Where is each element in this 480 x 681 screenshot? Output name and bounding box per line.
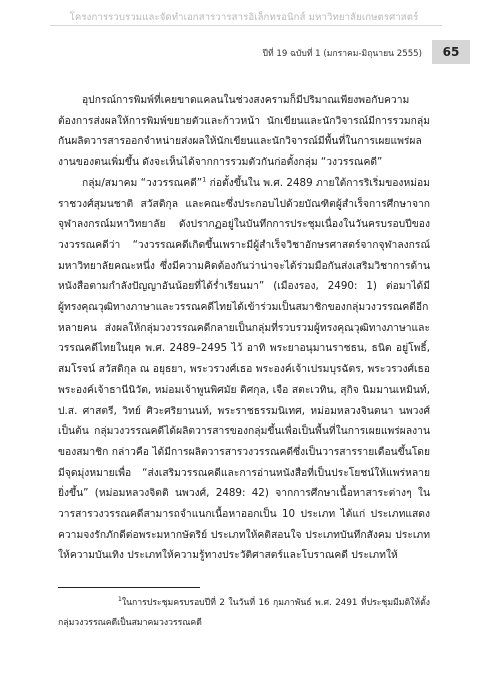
footnote-text: ในการประชุมครบรอบปีที่ 2 ในวันที่ 16 กุมภาพันธ์ พ.ศ. 2491 ที่ประชุมมีมติให้ตั้งกลุ่มวงวรรณคดีเป็นสมาคมวงวรรณคดี — [58, 598, 430, 628]
paragraph — [58, 173, 430, 566]
header-divider — [50, 25, 442, 26]
running-header: โครงการรวบรวมและจัดทำเอกสารวารสารอิเล็กทรอนิกส์ มหาวิทยาลัยเกษตรศาสตร์ — [69, 12, 419, 23]
paragraph: อุปกรณ์การพิมพ์ที่เคยขาดแคลนในช่วงสงครามก็มีปริมาณเพียงพอกับความต้องการส่งผลให้การพิมพ์ขยายตัวและก้าวหน้า นักเขียนและนักวิจารณ์มีการรวมกลุ่มกันผลิตวารสารออกจำหน่ายส่งผลให้นักเขียนและนักวิจารณ์มีพื้นที่ในการเผยแพร่ผลงานของตนเพิ่มขึ้น ดังจะเห็นได้จากการรวมตัวกันก่อตั้งกลุ่ม “วงวรรณคดี” — [58, 94, 430, 169]
issue-info: ปีที่ 19 ฉบับที่ 1 (มกราคม-มิถุนายน 2555) — [262, 49, 422, 59]
paragraph-lead: กลุ่ม/สมาคม “วงวรรณคดี” — [82, 176, 203, 189]
article-body — [58, 90, 430, 566]
footnote-mark: 1 — [118, 596, 122, 604]
page-number: 65 — [432, 40, 470, 64]
footnote — [58, 594, 430, 633]
footnote-divider — [58, 587, 200, 588]
footnote-reference[interactable]: 1 — [202, 175, 207, 184]
paragraph-text: ก่อตั้งขึ้นใน พ.ศ. 2489 ภายใต้การริเริ่มของหม่อมราชวงศ์สุมนชาติ สวัสดิกุล และคณะซึ่งประกอบไปด้วยบัณฑิตผู้สำเร็จการศึกษาจากจุฬาลงกรณ์มหาวิทยาลัย ดังปรากฏอยู่ในบันทึกการประชุมเนื่องในวันครบรอบปีของวงวรรณคดีว่า “วงวรรณคดีเกิดขึ้นเพราะมีผู้สำเร็จวิชาอักษรศาสตร์จากจุฬาลงกรณ์มหาวิทยาลัยคณะหนึ่ง ซึ่งมีความคิดต้องกันว่าน่าจะได้ร่วมมือกันส่งเสริมวิชาการด้านหนังสือตามกำลังปัญญาอันน้อยที่ได้ร่ำเรียนมา” (เมืองรอง, 2490: 1) ต่อมาได้มีผู้ทรงคุณวุฒิทางภาษาและวรรณคดีไทยได้เข้าร่วมเป็นสมาชิกของกลุ่มวงวรรณคดีอีกหลายคน ส่งผลให้กลุ่มวงวรรณคดีกลายเป็นกลุ่มที่รวบรวมผู้ทรงคุณวุฒิทางภาษาและวรรณคดีไทยในยุค พ.ศ. 2489–2495 ไว้ อาทิ พระยาอนุมานราชธน, ธนิต อยู่โพธิ์, สมโรจน์ สวัสดิกุล ณ อยุธยา, พระวรวงศ์เธอ พระองค์เจ้าเปรมบุรฉัตร, พระวรวงศ์เธอ พระองค์เจ้าธานีนิวัต, หม่อมเจ้าพูนพิศมัย ดิศกุล, เจือ สตะเวทิน, สุกิจ นิมมานเหมินท์, ป.ส. ศาสตรี, วิทย์ ศิวะศริยานนท์, พระราชธรรมนิเทศ, หม่อมหลวงจินตนา นพวงศ์ เป็นต้น กลุ่มวงวรรณคดีได้ผลิตวารสารของกลุ่มขึ้นเพื่อเป็นพื้นที่ในการเผยแพร่ผลงานของสมาชิก กล่าวคือ ได้มีการผลิตวารสารวงวรรณคดีซึ่งเป็นวารสารรายเดือนขึ้นโดยมีจุดมุ่งหมายเพื่อ “ส่งเสริมวรรณคดีและการอ่านหนังสือที่เป็นประโยชน์ให้แพร่หลายยิ่งขึ้น” (หม่อมหลวงจิตติ นพวงศ์, 2489: 42) จากการศึกษาเนื้อหาสาระต่างๆ ในวารสารวงวรรณคดีสามารถจำแนกเนื้อหาออกเป็น 10 ประเภท ได้แก่ ประเภทแสดงความจงรักภักดีต่อพระมหากษัตริย์ ประเภทให้คติสอนใจ ประเภทบันทึกสังคม ประเภทให้ความบันเทิง ประเภทให้ความรู้ทางประวัติศาสตร์และโบราณคดี ประเภทให้ — [58, 176, 430, 562]
